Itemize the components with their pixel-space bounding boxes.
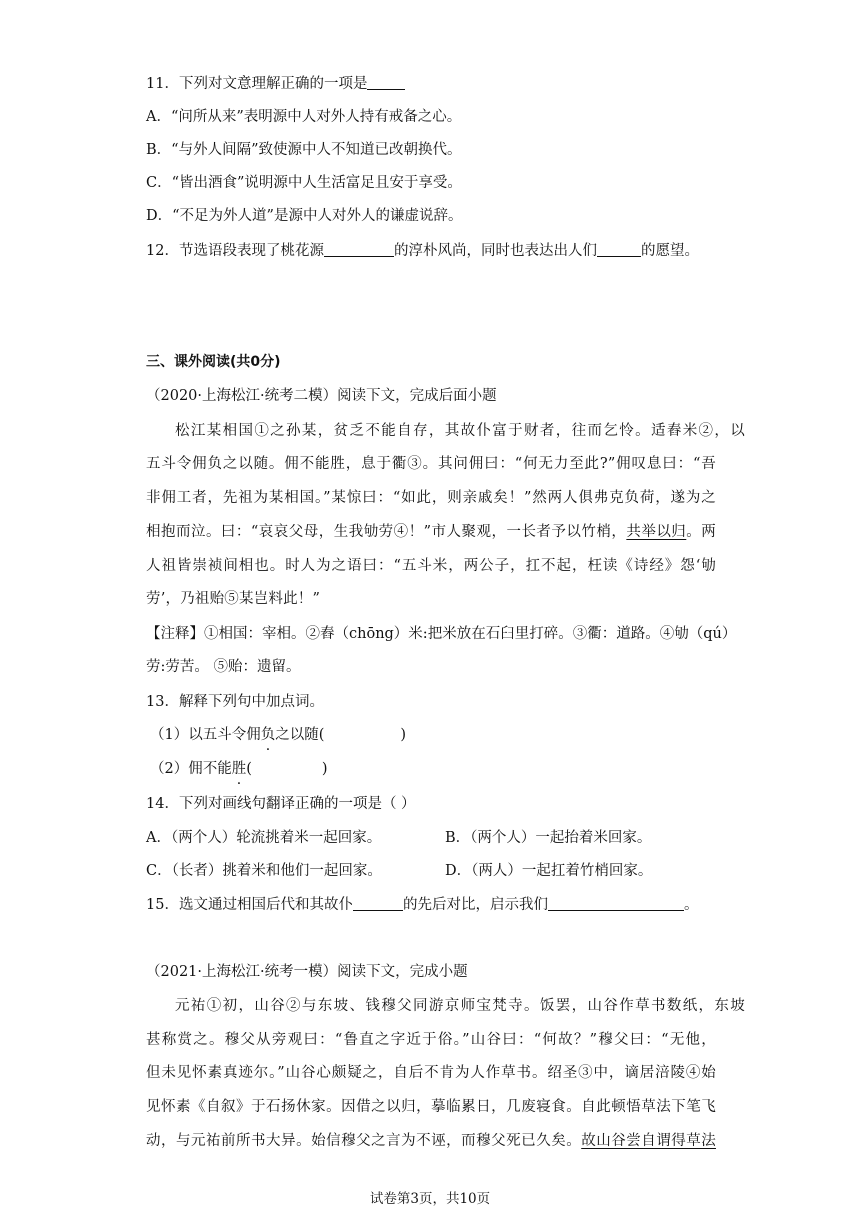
answer-blank bbox=[367, 75, 405, 90]
passage-2-line bbox=[146, 1131, 716, 1151]
question-11-stem bbox=[146, 74, 405, 94]
item-text: 之以随( bbox=[275, 727, 325, 743]
item-text: （1）以五斗令佣 bbox=[150, 727, 261, 743]
passage-2-line: 见怀素《自叙》于石扬休家。因借之以归，摹临累日，几废寝食。自此顿悟草法下笔飞 bbox=[146, 1099, 716, 1115]
question-14-stem: 14．下列对画线句翻译正确的一项是（ ） bbox=[146, 796, 416, 812]
question-13-item-2 bbox=[150, 759, 328, 779]
passage-2-line: 元祐①初，山谷②与东坡、钱穆父同游京师宝梵寺。饭罢，山谷作草书数纸，东坡 bbox=[175, 998, 745, 1014]
question-12 bbox=[146, 241, 699, 261]
question-11-option-a: A．“问所从来”表明源中人对外人持有戒备之心。 bbox=[146, 109, 462, 125]
question-12-part1: 12．节选语段表现了桃花源 bbox=[146, 243, 324, 259]
item-text: ) bbox=[321, 761, 328, 777]
item-text: ) bbox=[400, 727, 407, 743]
item-text: （2）佣不能 bbox=[150, 761, 232, 777]
annotation-note: 【注释】①相国：宰相。②舂（chōng）米:把米放在石臼里打碎。③衢：道路。④劬（qú） bbox=[146, 626, 737, 642]
passage-1-text: 。两 bbox=[686, 524, 716, 540]
question-15-part1: 15．选文通过相国后代和其故仆 bbox=[146, 897, 353, 913]
underlined-sentence: 共举以归 bbox=[626, 524, 687, 540]
question-13-item-1 bbox=[150, 725, 406, 745]
question-15-part2: 的先后对比，启示我们 bbox=[402, 897, 548, 913]
answer-blank bbox=[548, 896, 684, 911]
annotation-note: 劳:劳苦。 ⑤贻：遗留。 bbox=[146, 659, 301, 675]
question-14-option-d: D．（两人）一起扛着竹梢回家。 bbox=[445, 863, 653, 879]
underlined-sentence: 故山谷尝自谓得草法 bbox=[581, 1133, 716, 1149]
question-11-option-b: B．“与外人间隔”致使源中人不知道已改朝换代。 bbox=[146, 142, 462, 158]
page-footer: 试卷第3页，共10页 bbox=[369, 1191, 491, 1207]
passage-1-line bbox=[146, 522, 716, 542]
passage-2-line: 甚称赏之。穆父从旁观曰：“鲁直之字近于俗。”山谷曰：“何故？”穆父曰：“无他， bbox=[146, 1032, 716, 1048]
passage-1-source: （2020·上海松江·统考二模）阅读下文，完成后面小题 bbox=[146, 388, 497, 404]
passage-2-text: 动，与元祐前所书大异。始信穆父之言为不诬，而穆父死已久矣。 bbox=[146, 1133, 582, 1149]
question-12-part3: 的愿望。 bbox=[640, 243, 699, 259]
question-14-option-c: C．（长者）挑着米和他们一起回家。 bbox=[146, 863, 382, 879]
section-heading: 三、课外阅读(共0分) bbox=[146, 354, 281, 370]
question-14-option-a: A．（两个人）轮流挑着米一起回家。 bbox=[146, 830, 382, 846]
question-15-part3: 。 bbox=[683, 897, 699, 913]
question-15 bbox=[146, 895, 698, 915]
question-12-part2: 的淳朴风尚，同时也表达出人们 bbox=[393, 243, 597, 259]
passage-2-source: （2021·上海松江·统考一模）阅读下文，完成小题 bbox=[146, 964, 468, 980]
passage-1-line: 五斗令佣负之以随。佣不能胜，息于衢③。其问佣曰：“何无力至此?”佣叹息曰：“吾 bbox=[146, 456, 716, 472]
question-13-stem: 13．解释下列句中加点词。 bbox=[146, 694, 324, 710]
passage-1-line: 松江某相国①之孙某，贫乏不能自存，其故仆富于财者，往而乞怜。适舂米②，以 bbox=[175, 423, 745, 439]
dotted-word: 胜 bbox=[231, 761, 247, 777]
question-14-option-b: B．（两个人）一起抬着米回家。 bbox=[445, 830, 652, 846]
answer-blank bbox=[353, 896, 403, 911]
passage-1-line: 人祖皆崇祯间相也。时人为之语曰：“五斗米，两公子，扛不起，枉读《诗经》怨‘劬 bbox=[146, 558, 716, 574]
question-11-option-c: C．“皆出酒食”说明源中人生活富足且安于享受。 bbox=[146, 175, 462, 191]
item-text: ( bbox=[246, 761, 252, 777]
dotted-word: 负 bbox=[260, 727, 276, 743]
question-11-text: 11．下列对文意理解正确的一项是 bbox=[146, 76, 368, 92]
passage-1-line: 劳’，乃祖贻⑤某岂料此！” bbox=[146, 591, 321, 607]
passage-2-line: 但未见怀素真迹尔。”山谷心颇疑之，自后不肯为人作草书。绍圣③中，谪居涪陵④始 bbox=[146, 1065, 716, 1081]
answer-blank bbox=[597, 242, 641, 257]
question-11-option-d: D．“不足为外人道”是源中人对外人的谦虚说辞。 bbox=[146, 208, 463, 224]
passage-1-text: 相抱而泣。曰：“哀哀父母，生我劬劳④！”市人聚观，一长者予以竹梢， bbox=[146, 524, 627, 540]
passage-1-line: 非佣工者，先祖为某相国。”某惊曰：“如此，则亲戚矣！”然两人俱弗克负荷，遂为之 bbox=[146, 490, 716, 506]
answer-blank bbox=[324, 242, 394, 257]
